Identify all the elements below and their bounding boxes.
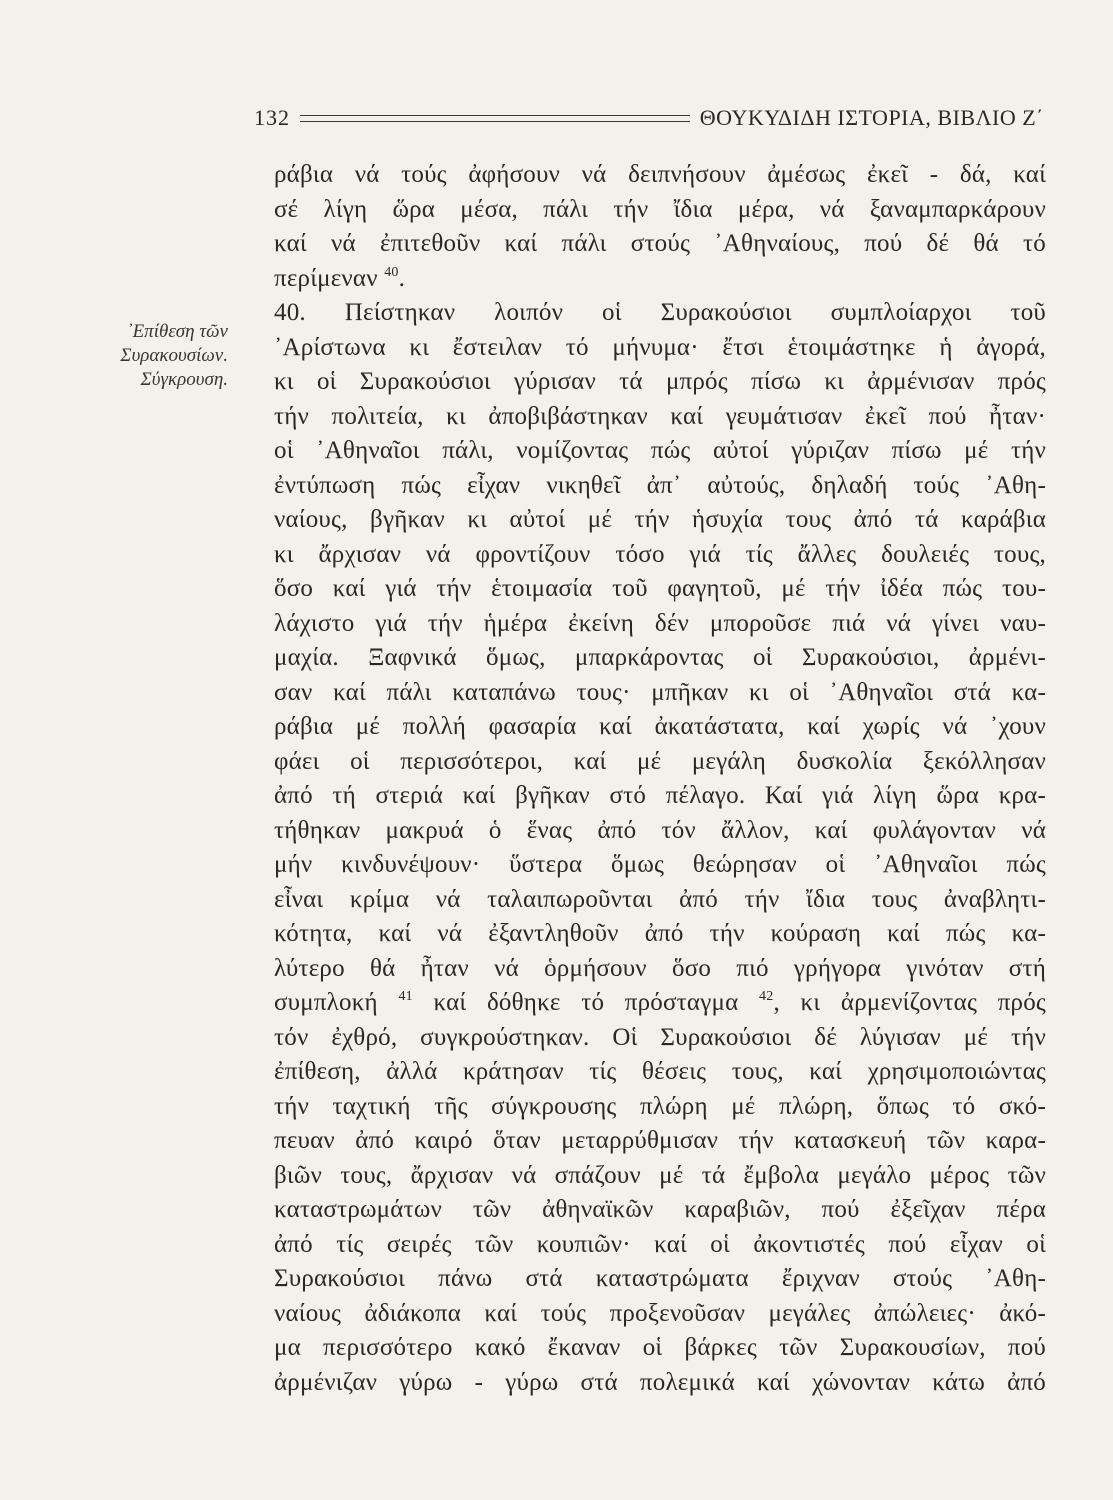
text-line: ἐπίθεση, ἀλλά κράτησαν τίς θέσεις τους, καί χρησιμοποιώντας — [274, 1058, 1046, 1085]
text-line: λύτερο θά ἦταν νά ὁρμήσουν ὅσο πιό γρήγορα γινόταν στή — [274, 954, 1046, 982]
text-line: ἐντύπωση πώς εἶχαν νικηθεῖ ἀπ᾽ αὐτούς, δηλαδή τούς ᾽Αθη- — [274, 471, 1046, 499]
text-line: φάει οἱ περισσότεροι, καί μέ μεγάλη δυσκολία ξεκόλλησαν — [274, 747, 1046, 775]
text-line: σαν καί πάλι καταπάνω τους· μπῆκαν κι οἱ ᾽Αθηναῖοι στά κα- — [274, 678, 1046, 706]
text-line: κι οἱ Συρακούσιοι γύρισαν τά μπρός πίσω κι ἀρμένισαν πρός — [274, 368, 1046, 395]
text-line: ὅσο καί γιά τήν ἑτοιμασία τοῦ φαγητοῦ, μέ τήν ἰδέα πώς του- — [274, 575, 1046, 602]
text-fragment: καί δόθηκε τό πρόσταγμα — [433, 989, 739, 1016]
text-line: μήν κινδυνέψουν· ὕστερα ὅμως θεώρησαν οἱ ᾽Αθηναῖοι πώς — [274, 851, 1046, 878]
text-line: εἶναι κρίμα νά ταλαιπωροῦνται ἀπό τήν ἴδια τους ἀναβλητι- — [274, 885, 1046, 913]
text-line: περίμεναν $^{40}$. — [274, 264, 406, 292]
margin-note-line: Σύγκρουση. — [140, 369, 228, 390]
text-line: ναίους ἀδιάκοπα καί τούς προξενοῦσαν μεγάλες ἀπώλειες· ἀκό- — [274, 1299, 1046, 1327]
text-line: οἱ ᾽Αθηναῖοι πάλι, νομίζοντας πώς αὐτοί γύριζαν πίσω μέ τήν — [274, 437, 1046, 464]
text-line: τήθηκαν μακρυά ὁ ἕνας ἀπό τόν ἄλλον, καί φυλάγονταν νά — [274, 816, 1046, 844]
footnote-ref: 40 — [384, 264, 399, 280]
text-line: μα περισσότερο κακό ἔκαναν οἱ βάρκες τῶν Συρακουσίων, πού — [274, 1334, 1046, 1361]
text-line: ναίους, βγῆκαν κι αὐτοί μέ τήν ἡσυχία τους ἀπό τά καράβια — [274, 506, 1046, 533]
footnote-ref: 42 — [759, 989, 774, 1004]
text-line: ράβια νά τούς ἀφήσουν νά δειπνήσουν ἀμέσως ἐκεῖ - δά, καί — [274, 161, 1046, 188]
text-line: τήν ταχτική τῆς σύγκρουσης πλώρη μέ πλώρη, ὅπως τό σκό- — [274, 1092, 1046, 1120]
text-line: ράβια μέ πολλή φασαρία καί ἀκατάστατα, καί χωρίς νά ᾽χουν — [274, 713, 1046, 740]
text-line: 40. Πείστηκαν λοιπόν οἱ Συρακούσιοι συμπλοίαρχοι τοῦ — [274, 299, 1046, 326]
text-line: τήν πολιτεία, κι ἀποβιβάστηκαν καί γευμάτισαν ἐκεῖ πού ἦταν· — [274, 402, 1046, 430]
text-line: ἀρμένιζαν γύρω - γύρω στά πολεμικά καί χώνονταν κάτω ἀπό — [274, 1368, 1046, 1396]
text-line: κότητα, καί νά ἐξαντληθοῦν ἀπό τήν κούραση καί πώς κα- — [274, 920, 1046, 947]
margin-note — [60, 320, 228, 392]
text-line: τόν ἐχθρό, συγκρούστηκαν. Οἱ Συρακούσιοι δέ λύγισαν μέ τήν — [274, 1023, 1046, 1051]
text-line: ᾽Αρίστωνα κι ἔστειλαν τό μήνυμα· ἔτσι ἑτοιμάστηκε ἡ ἀγορά, — [274, 333, 1046, 361]
text-line: Συρακούσιοι πάνω στά καταστρώματα ἔριχναν στούς ᾽Αθη- — [274, 1265, 1046, 1292]
text-line: καταστρωμάτων τῶν ἀθηναϊκῶν καραβιῶν, πού ἐξεῖχαν πέρα — [274, 1196, 1046, 1223]
body-text — [274, 158, 1046, 1400]
text-line: ἀπό τίς σειρές τῶν κουπιῶν· καί οἱ ἀκοντιστές πού εἶχαν οἱ — [274, 1230, 1046, 1258]
header-rule — [300, 115, 690, 122]
text-line: καί νά ἐπιτεθοῦν καί πάλι στούς ᾽Αθηναίους, πού δέ θά τό — [274, 230, 1046, 257]
margin-note-line: Συρακουσίων. — [120, 345, 228, 366]
page-header — [254, 102, 1044, 134]
text-line: κι ἄρχισαν νά φροντίζουν τόσο γιά τίς ἄλλες δουλειές τους, — [274, 540, 1046, 568]
text-line: σέ λίγη ὥρα μέσα, πάλι τήν ἴδια μέρα, νά ξαναμπαρκάρουν — [274, 195, 1046, 223]
text-line: μαχία. Ξαφνικά ὅμως, μπαρκάροντας οἱ Συρακούσιοι, ἀρμένι- — [274, 644, 1046, 671]
footnote-ref: 41 — [398, 989, 413, 1004]
text-line: ἀπό τή στεριά καί βγῆκαν στό πέλαγο. Καί γιά λίγη ὥρα κρα- — [274, 782, 1046, 809]
text-line — [274, 986, 1046, 1021]
text-fragment: , κι ἀρμενίζοντας πρός — [773, 989, 1047, 1016]
text-line: πευαν ἀπό καιρό ὅταν μεταρρύθμισαν τήν κατασκευή τῶν καρα- — [274, 1127, 1046, 1154]
text-line: λάχιστο γιά τήν ἡμέρα ἐκείνη δέν μποροῦσε πιά νά γίνει ναυ- — [274, 609, 1046, 637]
page-number: 132 — [254, 105, 290, 130]
text-line: βιῶν τους, ἄρχισαν νά σπάζουν μέ τά ἔμβολα μεγάλο μέρος τῶν — [274, 1161, 1046, 1189]
running-title: ΘΟΥΚΥΔΙΔΗ ΙΣΤΟΡΙΑ, ΒΙΒΛΙΟ Ζ΄ — [699, 105, 1044, 130]
text-fragment: συμπλοκή — [274, 989, 378, 1016]
margin-note-line: ᾽Επίθεση τῶν — [126, 321, 228, 342]
text-fragment: περίμεναν — [274, 264, 378, 292]
